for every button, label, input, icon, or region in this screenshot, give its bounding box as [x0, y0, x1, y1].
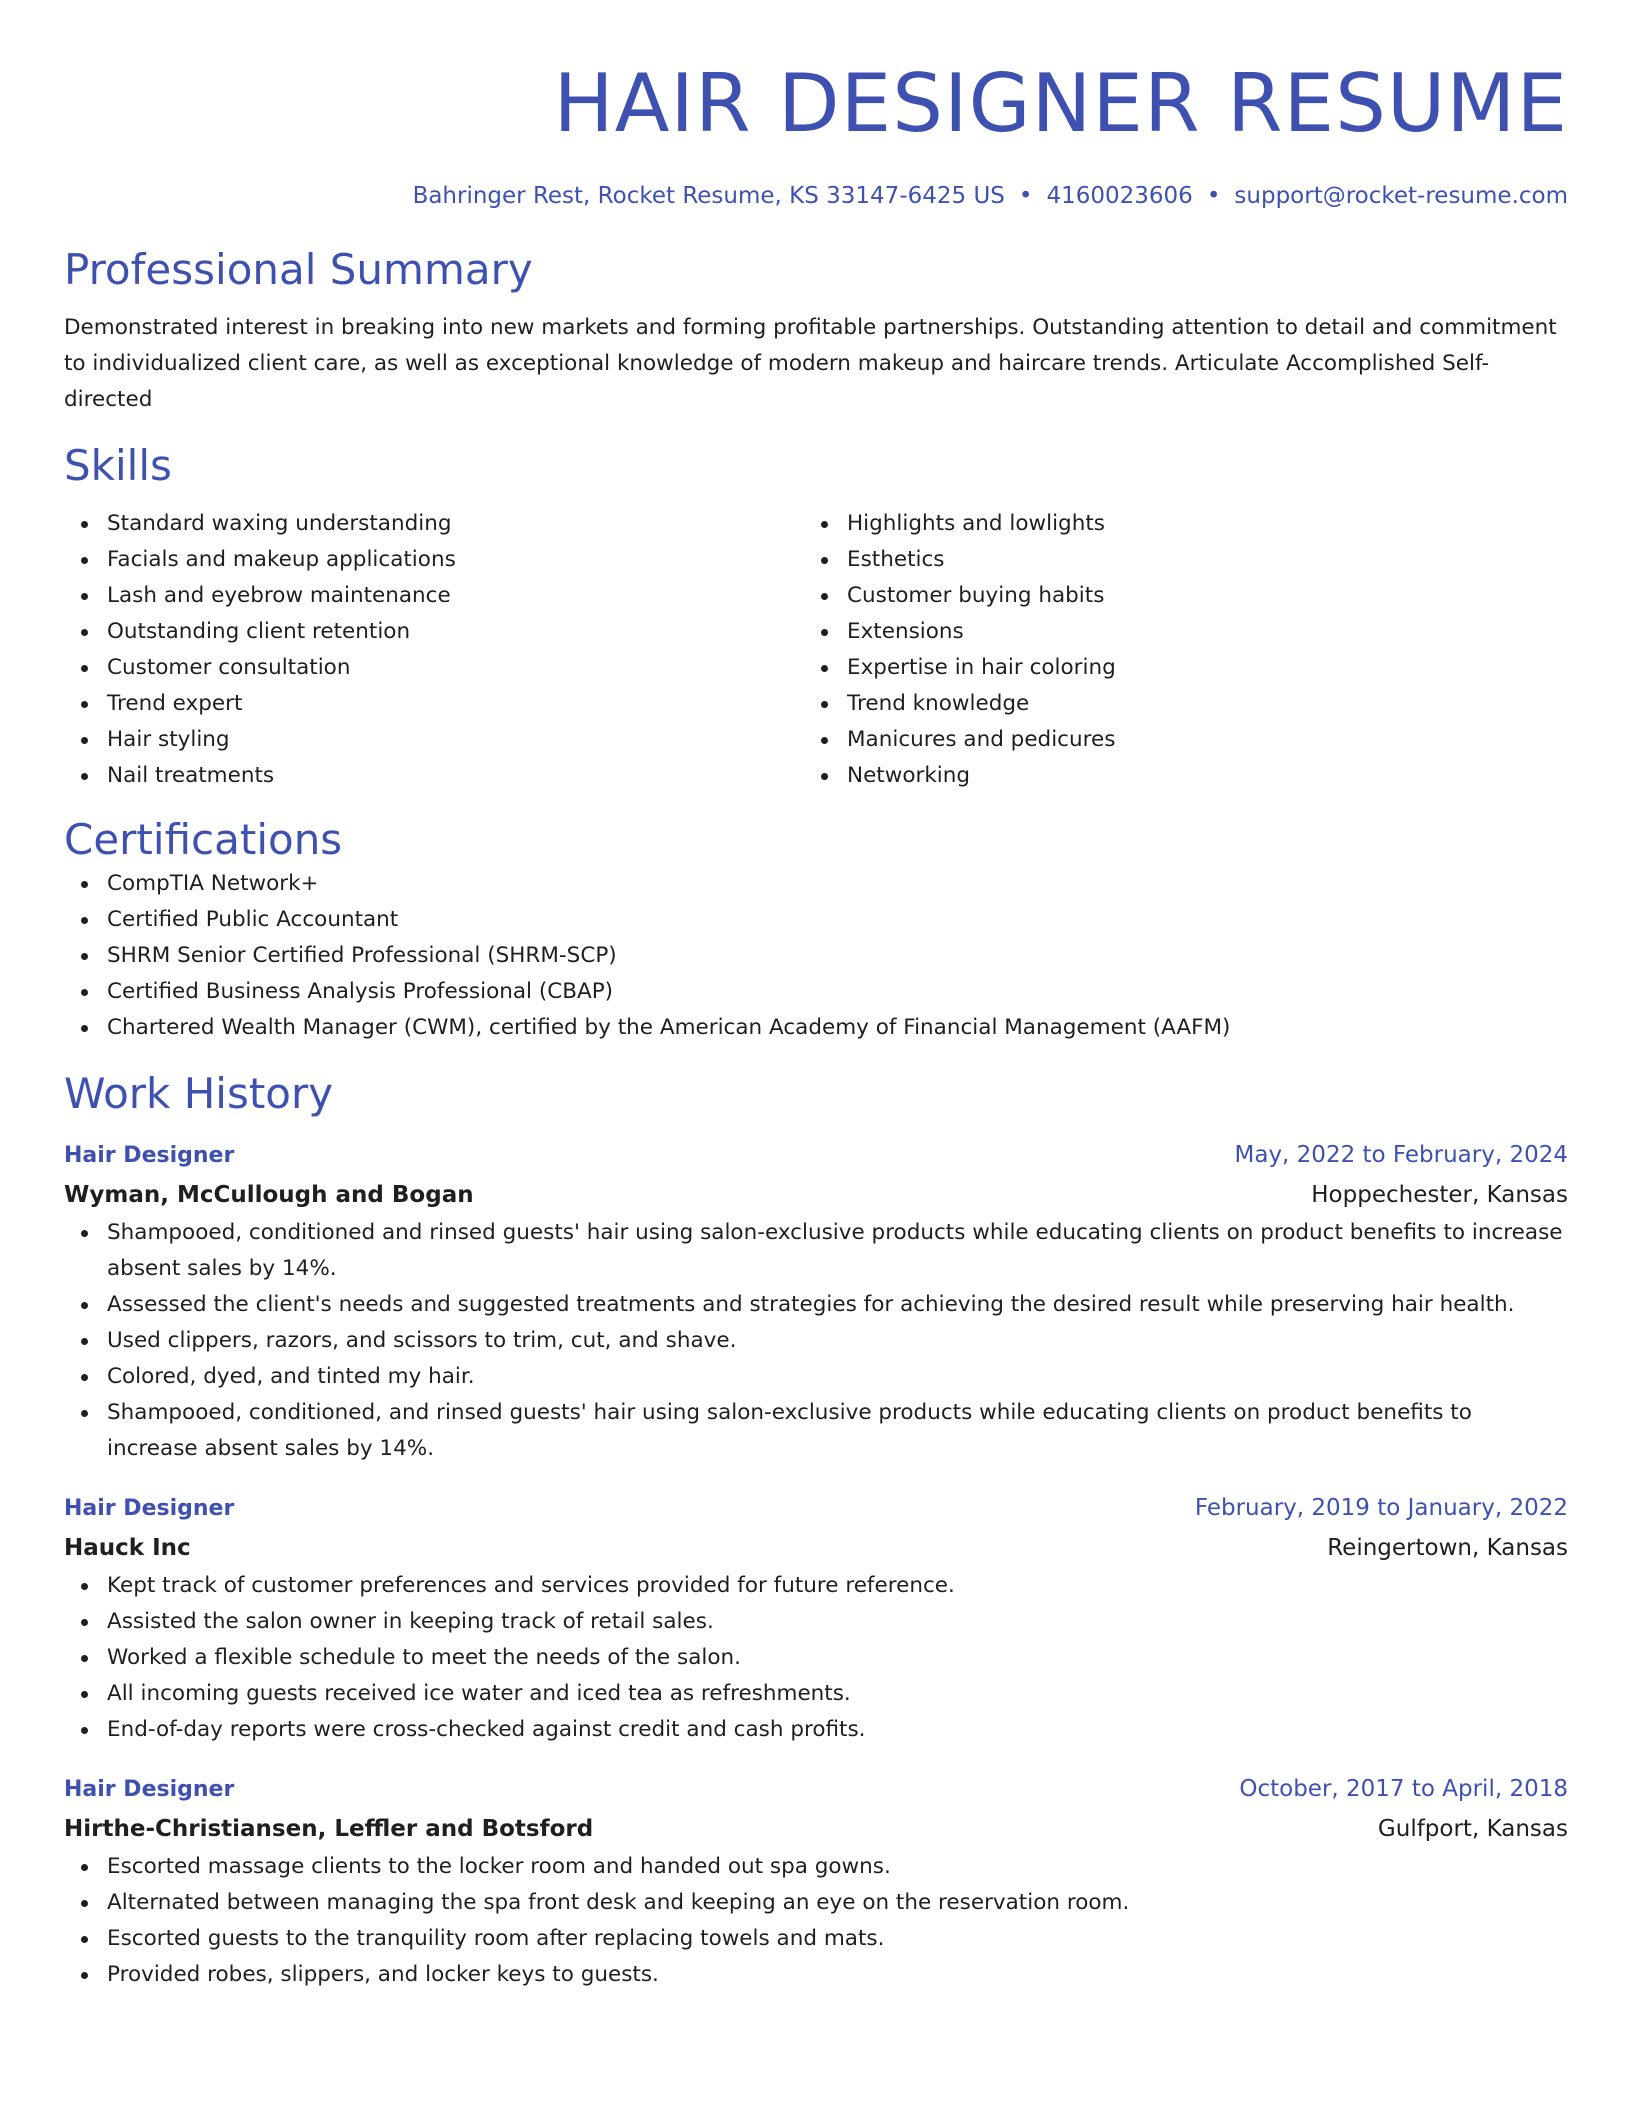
certification-text: SHRM Senior Certified Professional (SHRM-SCP) — [107, 943, 617, 968]
skill-text: Esthetics — [847, 547, 945, 572]
skill-item — [804, 578, 1544, 614]
bullet-icon — [81, 773, 88, 780]
skill-item — [64, 578, 804, 614]
job-company: Hirthe-Christiansen, Leffler and Botsford — [64, 1816, 594, 1842]
skill-item — [804, 614, 1544, 650]
bullet-icon — [81, 1230, 88, 1237]
skill-item — [804, 758, 1544, 794]
job-title: Hair Designer — [64, 1777, 235, 1802]
contact-separator: • — [1018, 183, 1033, 209]
certification-text: CompTIA Network+ — [107, 871, 319, 896]
bullet-icon — [81, 1410, 88, 1417]
skill-text: Networking — [847, 763, 971, 788]
job-duty-item — [64, 1640, 1568, 1676]
skill-text: Highlights and lowlights — [847, 511, 1105, 536]
resume-name: HAIR DESIGNER RESUME — [553, 57, 1568, 150]
job-header-row — [64, 1770, 1568, 1809]
contact-separator: • — [1206, 183, 1221, 209]
job-duty-text: Worked a flexible schedule to meet the needs of the salon. — [107, 1645, 741, 1670]
bullet-icon — [81, 521, 88, 528]
job-duty-item — [64, 1568, 1568, 1604]
job-duty-item — [64, 1359, 1568, 1395]
skills-list-right — [804, 506, 1544, 794]
certification-text: Certified Public Accountant — [107, 907, 399, 932]
job-duty-item — [64, 1849, 1568, 1885]
job-location: Gulfport, Kansas — [1377, 1816, 1568, 1842]
bullet-icon — [821, 521, 828, 528]
job-duty-item — [64, 1957, 1568, 1993]
job-duty-item — [64, 1676, 1568, 1712]
skill-text: Hair styling — [107, 727, 230, 752]
skill-text: Customer consultation — [107, 655, 351, 680]
job-company: Hauck Inc — [64, 1535, 191, 1561]
certification-item — [64, 866, 1568, 902]
job-company-row — [64, 1809, 1568, 1849]
bullet-icon — [81, 1302, 88, 1309]
bullet-icon — [81, 1936, 88, 1943]
skill-item — [64, 758, 804, 794]
contact-email: support@rocket-resume.com — [1234, 183, 1568, 209]
job-duty-text: Colored, dyed, and tinted my hair. — [107, 1364, 475, 1389]
skill-text: Manicures and pedicures — [847, 727, 1116, 752]
certification-item — [64, 938, 1568, 974]
job-duty-item — [64, 1323, 1568, 1359]
section-title-skills: Skills — [64, 441, 172, 490]
job-duty-text: Shampooed, conditioned, and rinsed guests' hair using salon-exclusive products while educating clients on product benefits to increase absent sales by 14%. — [107, 1400, 1472, 1461]
skills-grid — [64, 506, 1568, 794]
skill-item — [64, 542, 804, 578]
bullet-icon — [81, 1374, 88, 1381]
skill-item — [64, 650, 804, 686]
skills-list-left — [64, 506, 804, 794]
job-duty-text: Kept track of customer preferences and services provided for future reference. — [107, 1573, 955, 1598]
job-duties-list — [64, 1849, 1568, 1993]
job-duty-item — [64, 1287, 1568, 1323]
job-location: Hoppechester, Kansas — [1311, 1182, 1568, 1208]
skill-text: Lash and eyebrow maintenance — [107, 583, 451, 608]
job-duty-text: Escorted guests to the tranquility room after replacing towels and mats. — [107, 1926, 885, 1951]
skill-item — [804, 650, 1544, 686]
bullet-icon — [821, 737, 828, 744]
job-duty-item — [64, 1885, 1568, 1921]
contact-line — [64, 180, 1568, 212]
certification-text: Chartered Wealth Manager (CWM), certified by the American Academy of Financial Management (AAFM) — [107, 1015, 1231, 1040]
job-duties-list — [64, 1215, 1568, 1467]
bullet-icon — [821, 701, 828, 708]
job-location: Reingertown, Kansas — [1327, 1535, 1568, 1561]
certifications-list — [64, 866, 1568, 1046]
bullet-icon — [81, 737, 88, 744]
job-duty-text: End-of-day reports were cross-checked against credit and cash profits. — [107, 1717, 866, 1742]
skill-item — [64, 506, 804, 542]
job-duty-item — [64, 1921, 1568, 1957]
job-company-row — [64, 1175, 1568, 1215]
job-duties-list — [64, 1568, 1568, 1748]
job-title: Hair Designer — [64, 1143, 235, 1168]
section-title-summary: Professional Summary — [64, 245, 533, 294]
skill-text: Extensions — [847, 619, 964, 644]
bullet-icon — [81, 701, 88, 708]
job-title: Hair Designer — [64, 1496, 235, 1521]
skill-text: Facials and makeup applications — [107, 547, 456, 572]
job-duty-text: All incoming guests received ice water and iced tea as refreshments. — [107, 1681, 851, 1706]
bullet-icon — [821, 557, 828, 564]
job-duty-text: Alternated between managing the spa front desk and keeping an eye on the reservation room. — [107, 1890, 1130, 1915]
skill-text: Standard waxing understanding — [107, 511, 452, 536]
job-duty-text: Assessed the client's needs and suggested treatments and strategies for achieving the desired result while preserving hair health. — [107, 1292, 1515, 1317]
bullet-icon — [81, 953, 88, 960]
contact-phone: 4160023606 — [1046, 183, 1193, 209]
job-dates: October, 2017 to April, 2018 — [1239, 1776, 1568, 1802]
bullet-icon — [81, 593, 88, 600]
skill-item — [64, 686, 804, 722]
job-entry — [64, 1770, 1568, 1993]
certification-item — [64, 1010, 1568, 1046]
job-header-row — [64, 1136, 1568, 1175]
section-title-certifications: Certifications — [64, 815, 343, 864]
bullet-icon — [81, 881, 88, 888]
job-duty-text: Assisted the salon owner in keeping track of retail sales. — [107, 1609, 714, 1634]
bullet-icon — [81, 629, 88, 636]
job-duty-text: Shampooed, conditioned and rinsed guests' hair using salon-exclusive products while educating clients on product benefits to increase absent sales by 14%. — [107, 1220, 1563, 1281]
certification-text: Certified Business Analysis Professional (CBAP) — [107, 979, 614, 1004]
skill-item — [804, 686, 1544, 722]
section-title-work-history: Work History — [64, 1069, 334, 1118]
bullet-icon — [81, 917, 88, 924]
bullet-icon — [81, 1655, 88, 1662]
bullet-icon — [81, 1025, 88, 1032]
bullet-icon — [81, 989, 88, 996]
job-duty-item — [64, 1604, 1568, 1640]
contact-address: Bahringer Rest, Rocket Resume, KS 33147-6425 US — [412, 183, 1005, 209]
job-dates: February, 2019 to January, 2022 — [1194, 1495, 1568, 1521]
work-history-list — [64, 1136, 1568, 1993]
bullet-icon — [81, 1864, 88, 1871]
bullet-icon — [821, 773, 828, 780]
job-duty-text: Escorted massage clients to the locker room and handed out spa gowns. — [107, 1854, 891, 1879]
job-entry — [64, 1136, 1568, 1467]
certification-item — [64, 974, 1568, 1010]
job-entry — [64, 1489, 1568, 1748]
skill-item — [64, 614, 804, 650]
bullet-icon — [81, 1900, 88, 1907]
summary-text: Demonstrated interest in breaking into new markets and forming profitable partnerships. Outstanding attention to detail and commitment to individualized client care, as well as exceptional knowledge of modern makeup and haircare trends. Articulate Accomplished Self-directed — [64, 315, 1557, 412]
certification-item — [64, 902, 1568, 938]
bullet-icon — [81, 557, 88, 564]
bullet-icon — [81, 1619, 88, 1626]
job-duty-item — [64, 1215, 1568, 1287]
bullet-icon — [81, 1583, 88, 1590]
job-duty-item — [64, 1712, 1568, 1748]
bullet-icon — [821, 593, 828, 600]
job-company: Wyman, McCullough and Bogan — [64, 1182, 474, 1208]
skill-item — [64, 722, 804, 758]
job-duty-text: Used clippers, razors, and scissors to trim, cut, and shave. — [107, 1328, 737, 1353]
bullet-icon — [821, 665, 828, 672]
job-company-row — [64, 1528, 1568, 1568]
skill-text: Customer buying habits — [847, 583, 1105, 608]
skill-item — [804, 542, 1544, 578]
skill-text: Trend knowledge — [847, 691, 1030, 716]
job-duty-text: Provided robes, slippers, and locker keys to guests. — [107, 1962, 659, 1987]
skill-text: Trend expert — [107, 691, 243, 716]
skill-item — [804, 722, 1544, 758]
job-header-row — [64, 1489, 1568, 1528]
bullet-icon — [81, 1972, 88, 1979]
bullet-icon — [821, 629, 828, 636]
skill-item — [804, 506, 1544, 542]
bullet-icon — [81, 665, 88, 672]
bullet-icon — [81, 1338, 88, 1345]
job-duty-item — [64, 1395, 1568, 1467]
job-dates: May, 2022 to February, 2024 — [1234, 1142, 1568, 1168]
skill-text: Expertise in hair coloring — [847, 655, 1116, 680]
skill-text: Nail treatments — [107, 763, 275, 788]
bullet-icon — [81, 1691, 88, 1698]
skill-text: Outstanding client retention — [107, 619, 411, 644]
bullet-icon — [81, 1727, 88, 1734]
